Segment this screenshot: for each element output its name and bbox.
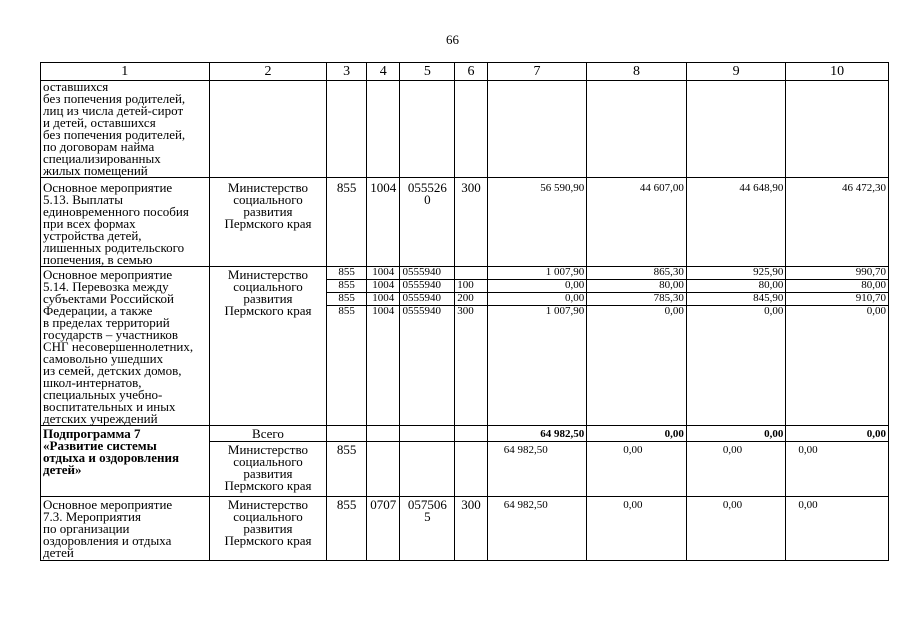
header-row xyxy=(41,63,889,81)
amount: 0,00 xyxy=(686,442,786,497)
executor: Министерство социального развития Пермского края xyxy=(209,267,327,426)
amount: 80,00 xyxy=(786,280,888,293)
code-grbs: 855 xyxy=(327,442,367,497)
header-cell: 9 xyxy=(686,63,786,81)
executor: Министерство социального развития Пермского края xyxy=(209,497,327,561)
header-cell: 6 xyxy=(455,63,487,81)
amount: 80,00 xyxy=(687,280,786,293)
code-section: 1004 xyxy=(367,280,400,293)
table-row xyxy=(41,178,889,267)
code-expense: 300 xyxy=(455,497,487,561)
table-row xyxy=(41,426,889,442)
total-label: Всего xyxy=(209,426,327,442)
amount: 80,00 xyxy=(587,280,686,293)
header-cell: 10 xyxy=(786,63,889,81)
code-target: 0555940 xyxy=(400,267,454,280)
amount: 1 007,90 xyxy=(488,267,587,280)
table-row xyxy=(41,267,889,426)
amount: 0,00 xyxy=(488,293,587,306)
table-row xyxy=(41,497,889,561)
code-expense: 200 xyxy=(455,293,486,306)
code-target: 0555940 xyxy=(402,305,441,317)
header-cell: 7 xyxy=(487,63,587,81)
amount: 990,70 xyxy=(786,267,888,280)
page-number: 66 xyxy=(446,32,459,47)
amount: 64 982,50 xyxy=(487,497,587,561)
activity-name: Основное мероприятие 5.13. Выплаты единовременного пособия при всех формах устройства детей, лишенных родительского попечения, в семью xyxy=(41,178,210,267)
subprogram-name: Подпрограмма 7 «Развитие системы отдыха и оздоровления детей» xyxy=(41,426,210,497)
activity-name: оставшихся без попечения родителей, лиц из числа детей-сирот и детей, оставшихся без попечения родителей, по договорам найма специализированных жилых помещений xyxy=(41,81,210,178)
activity-name: Основное мероприятие 5.14. Перевозка между субъектами Российской Федерации, а также в пределах территорий государств – участников СНГ несовершеннолетних, самовольно ушедших из семей, детских домов, школ-интернатов, специальных учебно- воспитательных и иных детских учреждений xyxy=(41,267,210,426)
code-section: 1004 xyxy=(367,293,400,306)
code-expense: 100 xyxy=(455,280,486,293)
amount: 845,90 xyxy=(687,293,786,306)
header-cell: 1 xyxy=(41,63,210,81)
amount-total: 0,00 xyxy=(587,426,687,442)
header-cell: 5 xyxy=(400,63,455,81)
budget-table xyxy=(40,62,889,561)
table-row xyxy=(41,81,889,178)
amount: 46 472,30 xyxy=(786,178,889,267)
code-grbs: 855 xyxy=(327,497,367,561)
code-section: 1004 xyxy=(367,267,400,280)
code-target: 0555940 xyxy=(400,280,454,293)
code-target: 0555940 xyxy=(400,293,454,306)
code-grbs: 855 xyxy=(327,293,366,306)
amount: 0,00 xyxy=(587,497,687,561)
code-section: 1004 xyxy=(372,305,395,317)
amount: 785,30 xyxy=(587,293,686,306)
code-expense: 300 xyxy=(455,178,487,267)
executor: Министерство социального развития Пермского края xyxy=(209,178,327,267)
amount: 0,00 xyxy=(664,305,684,317)
code-target: 057506 5 xyxy=(400,497,455,561)
amount: 44 648,90 xyxy=(686,178,786,267)
code-expense xyxy=(455,267,486,280)
code-section: 1004 xyxy=(366,178,400,267)
amount: 865,30 xyxy=(587,267,686,280)
amount: 0,00 xyxy=(587,442,687,497)
amount: 1 007,90 xyxy=(545,305,585,317)
amount: 64 982,50 xyxy=(487,442,587,497)
header-cell: 4 xyxy=(366,63,400,81)
code-grbs: 855 xyxy=(327,178,367,267)
amount: 925,90 xyxy=(687,267,786,280)
amount: 910,70 xyxy=(786,293,888,306)
amount: 0,00 xyxy=(866,305,886,317)
amount: 56 590,90 xyxy=(487,178,587,267)
amount-total: 0,00 xyxy=(786,426,889,442)
code-section: 0707 xyxy=(366,497,400,561)
amount: 0,00 xyxy=(686,497,786,561)
amount: 0,00 xyxy=(488,280,587,293)
amount-total: 64 982,50 xyxy=(487,426,587,442)
code-grbs: 855 xyxy=(327,267,366,280)
amount: 0,00 xyxy=(764,305,784,317)
header-cell: 3 xyxy=(327,63,367,81)
header-cell: 8 xyxy=(587,63,687,81)
code-target: 055526 0 xyxy=(400,178,455,267)
amount: 44 607,00 xyxy=(587,178,687,267)
amount: 0,00 xyxy=(786,497,889,561)
amount: 0,00 xyxy=(786,442,889,497)
code-grbs: 855 xyxy=(338,305,355,317)
executor: Министерство социального развития Пермского края xyxy=(209,442,327,497)
amount-total: 0,00 xyxy=(686,426,786,442)
header-cell: 2 xyxy=(209,63,327,81)
activity-name: Основное мероприятие 7.3. Мероприятия по организации оздоровления и отдыха детей xyxy=(41,497,210,561)
code-expense: 300 xyxy=(457,305,474,317)
code-grbs: 855 xyxy=(327,280,366,293)
